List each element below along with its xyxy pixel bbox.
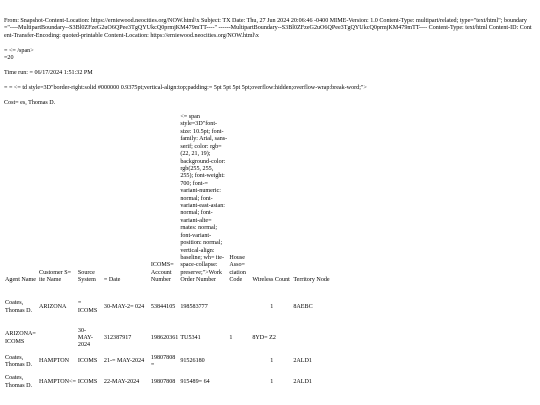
header-icoms-account: ICOMS= Account Number [150,262,174,284]
cost-line: Cost= es, Thomas D. [4,100,56,106]
header-agent-name: Agent Name [5,277,36,284]
cell-territory: 2ALD1 [293,378,312,385]
header-date: = Date [103,277,121,284]
cell-icoms: 19807808 = [150,354,176,369]
cell-date: 22-MAY-2024 [103,378,140,385]
cell-date: 21-= MAY-2024 [103,358,145,365]
cell-agent: Coates, Thomas D. [5,300,33,314]
cell-date: 30-MAY-2= 024 [103,303,145,310]
cell-icoms: 19807808 [150,378,176,385]
table-row [4,374,332,392]
cell-source: ICOMS [77,378,98,385]
cell-house: 1 [229,334,233,341]
header-house-association: House Asso= ciation Code [229,255,246,284]
cell-house [228,351,251,374]
mime-header-text: From: Snapshot-Content-Location: https://erniewood.neocities.org/NOW.html\x Subject: TX Date: Thu, 27 Jun 2024 20:06:46 -0400 MIME-Version: 1.0 Content-Type: multipart/related; type="text/html"; boundary="----MultipartBoundary--S3Bl0ZFzeG2uO6QPee3TgQYUkcQ0prmjKM479mTT----" ------MultipartBoundary--S3Bl0ZFzeG2uO6QPee3TgQYUkcQ0prmjKM479mTT---- Content-Type: text/html Content-ID: Content-Transfer-Encoding: quoted-printable Content-Location: https://erniewood.neocities.org/NOW.html\x [4,17,532,39]
cell-customer: ARIZONA [39,303,67,310]
cell-workorder: TU5341 [180,334,201,341]
cell-source: ICOMS [77,358,98,365]
cell-workorder: 198583777 [180,303,208,310]
cell-territory: 8AEBC [293,303,313,310]
cell-agent: ARIZONA= ICOMS [5,331,36,345]
table-row [4,351,332,374]
cell-workorder: 915489= 64 [180,378,210,385]
span-fragment: = <= /span> [4,48,34,54]
cell-wireless: 1 [270,358,274,365]
cell-source: 30- MAY- 2024 [77,327,93,349]
cell-territory: 2ALD1 [293,358,312,365]
mime-header-suffix: =20 [4,54,14,61]
header-source-system: Source System [77,269,96,284]
header-work-order: <= span style=3D"font-size: 10.5pt; font-family: Arial, sans-serif; color: rgb= (22, 21, 19); background-color: rgb(255, 255, 255); font-weight: 700; font-= variant-numeric: normal; font-variant-east-asian: normal; font-variant-alte= rnates: normal; font-variant-position: normal; vertical-align: baseline; wh= ite-space-collapse: preserve;">Work Order Number [180,114,228,284]
cell-wireless: 1 [270,378,274,385]
cell-customer: HAMPTON [39,358,70,365]
report-table [4,114,332,392]
cell-house [228,374,251,392]
time-run: Time run: = 06/17/2024 1:51:32 PM [4,70,93,76]
cell-agent: Coates, Thomas D. [5,354,33,369]
cell-customer [38,327,77,351]
table-row [4,289,332,327]
header-territory-node: Territory Node [293,277,330,284]
cell-house [228,289,251,327]
table-row [4,327,332,351]
cell-date: 312387917 [103,334,132,341]
td-style-fragment: = = <= td style=3D"border-right:solid #000000 0.9375pt;vertical-align:top;padding:= 5pt 5pt 5pt 5pt;overflow:hidden;overflow-wrap:break-word;"> [4,85,367,91]
header-customer-site: Customer S= ite Name [39,269,72,284]
cell-territory [292,327,332,351]
table-header-row [4,114,332,289]
cell-wireless: 1 [270,303,274,310]
header-wireless-count: Wireless Count [252,277,290,284]
cell-customer: HAMPTON<= [39,378,76,385]
cell-wireless: 8YD= Z2 [252,334,276,341]
cell-agent: Coates, Thomas D. [5,375,33,389]
cell-icoms: 198620361 [150,334,179,341]
cell-source: = ICOMS [77,300,98,314]
mime-header [4,3,534,70]
cell-workorder: 91526180 [180,358,205,365]
cell-icoms: 53844105 [150,303,176,310]
